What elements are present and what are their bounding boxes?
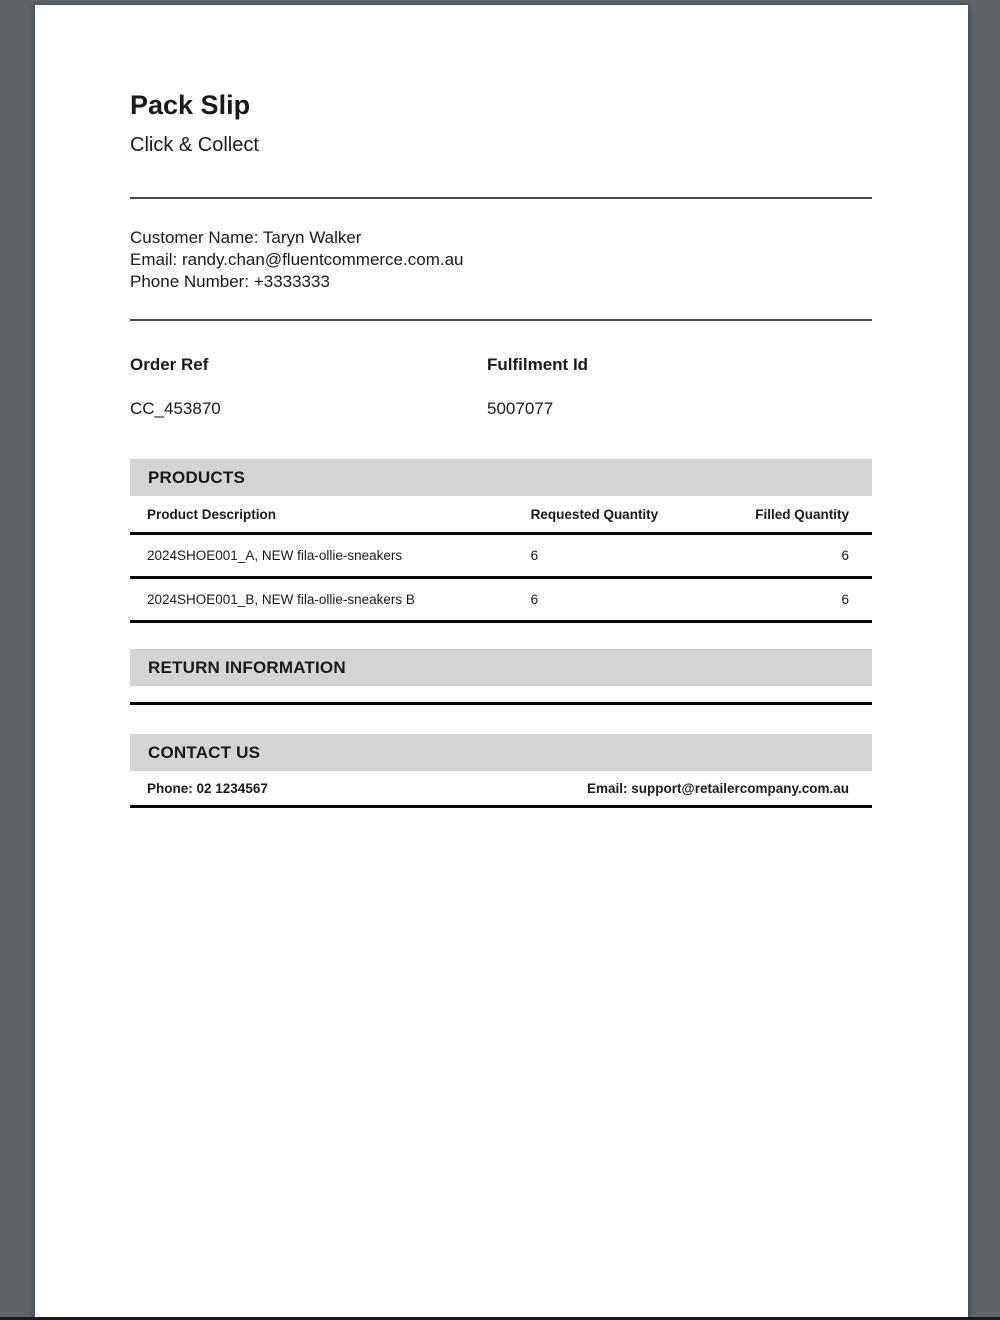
divider-top: [130, 197, 872, 199]
contact-phone-value: 02 1234567: [196, 780, 268, 796]
filled-quantity-cell: 6: [709, 578, 872, 622]
fulfilment-id-column: [487, 355, 872, 419]
column-header-product-description: Product Description: [130, 496, 531, 534]
document-page: [35, 5, 968, 1317]
customer-phone-line: [130, 271, 872, 293]
column-header-filled-quantity: Filled Quantity: [709, 496, 872, 534]
divider-customer: [130, 319, 872, 321]
products-table-header-row: [130, 496, 872, 534]
order-ref-label: Order Ref: [130, 355, 209, 375]
document-content: [35, 5, 968, 808]
filled-quantity-cell: 6: [709, 534, 872, 578]
order-reference-section: [130, 355, 872, 419]
products-section-header: PRODUCTS: [130, 459, 872, 496]
return-information-empty-row: [130, 686, 872, 705]
contact-details-row: [130, 771, 872, 808]
order-ref-column: [130, 355, 487, 419]
page-subtitle: Click & Collect: [130, 134, 259, 157]
contact-email-label: Email:: [587, 780, 628, 796]
customer-email-line: [130, 249, 872, 271]
contact-email: [587, 781, 849, 796]
contact-phone-label: Phone:: [147, 780, 193, 796]
customer-phone-value: +3333333: [253, 272, 330, 292]
customer-name-value: Taryn Walker: [262, 228, 362, 248]
customer-phone-label: Phone Number:: [130, 272, 250, 292]
customer-name-line: [130, 227, 872, 249]
fulfilment-id-label: Fulfilment Id: [487, 355, 589, 375]
customer-name-label: Customer Name:: [130, 228, 259, 248]
contact-email-value: support@retailercompany.com.au: [631, 780, 849, 796]
contact-us-section-header: CONTACT US: [130, 734, 872, 771]
product-description-cell: 2024SHOE001_A, NEW fila-ollie-sneakers: [130, 534, 531, 578]
customer-email-label: Email:: [130, 250, 178, 270]
customer-email-value: randy.chan@fluentcommerce.com.au: [181, 250, 464, 270]
table-row: [130, 578, 872, 622]
product-description-cell: 2024SHOE001_B, NEW fila-ollie-sneakers B: [130, 578, 531, 622]
column-header-requested-quantity: Requested Quantity: [531, 496, 709, 534]
fulfilment-id-value: 5007077: [487, 399, 554, 419]
requested-quantity-cell: 6: [531, 578, 709, 622]
table-row: [130, 534, 872, 578]
requested-quantity-cell: 6: [531, 534, 709, 578]
order-ref-value: CC_453870: [130, 399, 221, 419]
page-title: Pack Slip: [130, 90, 251, 120]
customer-details: [130, 227, 872, 293]
contact-phone: [147, 781, 268, 796]
return-information-section-header: RETURN INFORMATION: [130, 649, 872, 686]
products-table: [130, 496, 872, 623]
